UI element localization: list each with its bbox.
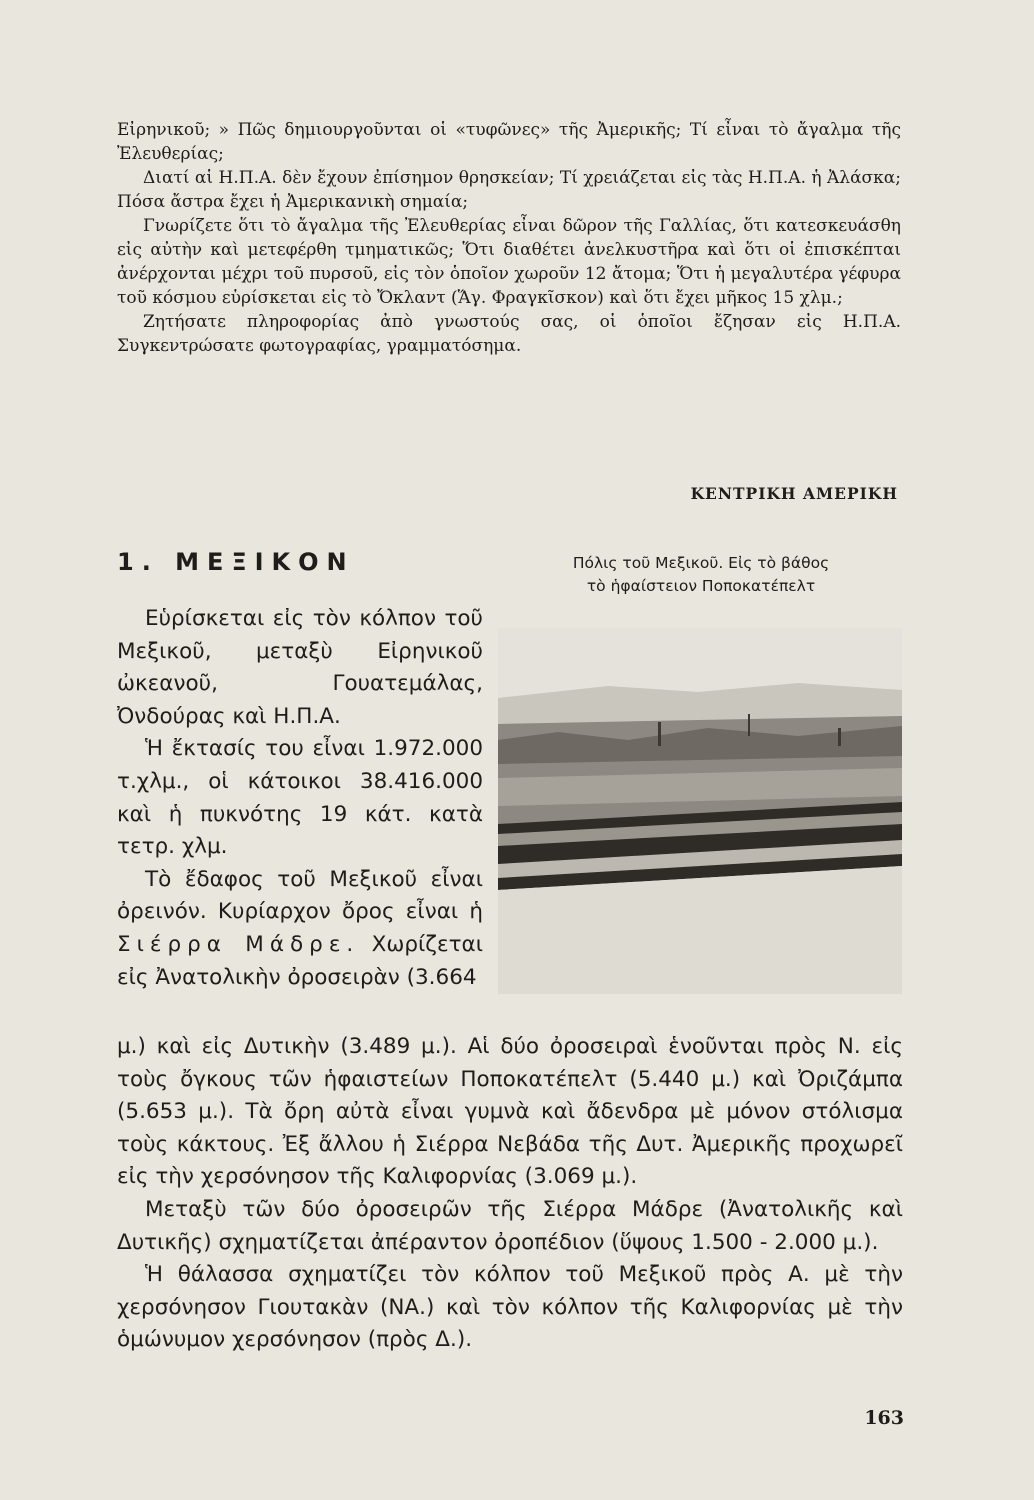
section-heading: ΚΕΝΤΡΙΚΗ ΑΜΕΡΙΚΗ bbox=[690, 484, 898, 503]
column-text bbox=[117, 603, 483, 994]
intro-paragraph-2: Διατί αἱ Η.Π.Α. δὲν ἔχουν ἐπίσημον θρησκείαν; Τί χρειάζεται εἰς τὰς Η.Π.Α. ἡ Ἀλάσκα; Πόσα ἄστρα ἔχει ἡ Ἀμερικανικὴ σημαία; bbox=[117, 168, 901, 212]
col-paragraph-3 bbox=[117, 864, 483, 994]
col-paragraph-3c: Χωρίζεται εἰς Ἀνατολικὴν ὀροσειρὰν (3.664 bbox=[117, 931, 483, 990]
col-paragraph-3a: Τὸ ἔδαφος τοῦ Μεξικοῦ εἶναι ὀρεινόν. Κυρίαρχον ὄρος εἶναι ἡ bbox=[117, 866, 483, 925]
full-paragraph-4: Μεταξὺ τῶν δύο ὀροσειρῶν τῆς Σιέρρα Μάδρε (Ἀνατολικῆς καὶ Δυτικῆς) σχηματίζεται ἀπέραντον ὀροπέδιον (ὕψους 1.500 - 2.000 μ.). bbox=[117, 1196, 903, 1255]
mexico-city-photo bbox=[498, 628, 902, 994]
intro-text bbox=[117, 118, 901, 358]
col-paragraph-2: Ἡ ἔκτασίς του εἶναι 1.972.000 τ.χλμ., οἱ κάτοικοι 38.416.000 καὶ ἡ πυκνότης 19 κάτ. κατὰ τετρ. χλμ. bbox=[117, 736, 483, 860]
intro-paragraph-1: Εἰρηνικοῦ; » Πῶς δημιουργοῦνται οἱ «τυφῶνες» τῆς Ἀμερικῆς; Τί εἶναι τὸ ἄγαλμα τῆς Ἐλευθερίας; bbox=[117, 120, 901, 164]
full-paragraph-5: Ἡ θάλασσα σχηματίζει τὸν κόλπον τοῦ Μεξικοῦ πρὸς Α. μὲ τὴν χερσόνησον Γιουτακὰν (ΝΑ.) καὶ τὸν κόλπον τῆς Καλιφορνίας μὲ τὴν ὁμώνυμον χερσόνησον (πρὸς Δ.). bbox=[117, 1262, 903, 1353]
intro-paragraph-3: Γνωρίζετε ὅτι τὸ ἄγαλμα τῆς Ἐλευθερίας εἶναι δῶρον τῆς Γαλλίας, ὅτι κατεσκευάσθη εἰς αὐτὴν καὶ μετεφέρθη τμηματικῶς; Ὅτι διαθέτει ἀνελκυστῆρα καὶ ὅτι οἱ ἐπισκέπται ἀνέρχονται μέχρι τοῦ πυρσοῦ, εἰς τὸν ὁποῖον χωροῦν 12 ἄτομα; Ὅτι ἡ μεγαλυτέρα γέφυρα τοῦ κόσμου εὑρίσκεται εἰς τὸ Ὄκλαντ (Ἅγ. Φραγκῖσκον) καὶ ὅτι ἔχει μῆκος 15 χλμ.; bbox=[117, 216, 901, 308]
city-photo-drawing bbox=[498, 628, 902, 994]
col-paragraph-1: Εὑρίσκεται εἰς τὸν κόλπον τοῦ Μεξικοῦ, μεταξὺ Εἰρηνικοῦ ὠκεανοῦ, Γουατεμάλας, Ὀνδούρας καὶ Η.Π.Α. bbox=[117, 606, 483, 729]
chapter-title: 1. ΜΕΞΙΚΟΝ bbox=[117, 548, 355, 576]
sierra-madre-term: Σιέρρα Μάδρε. bbox=[117, 931, 360, 957]
page-number: 163 bbox=[864, 1407, 904, 1429]
intro-paragraph-4: Ζητήσατε πληροφορίας ἀπὸ γνωστούς σας, οἱ ὁποῖοι ἔζησαν εἰς Η.Π.Α. Συγκεντρώσατε φωτογραφίας, γραμματόσημα. bbox=[117, 312, 901, 356]
caption-line-1: Πόλις τοῦ Μεξικοῦ. Εἰς τὸ βάθος bbox=[572, 554, 830, 572]
caption-line-2: τὸ ἡφαίστειον Ποποκατέπελτ bbox=[586, 577, 816, 595]
full-paragraph-3-cont: μ.) καὶ εἰς Δυτικὴν (3.489 μ.). Αἱ δύο ὀροσειραὶ ἑνοῦνται πρὸς Ν. εἰς τοὺς ὄγκους τῶν ἡφαιστείων Ποποκατέπελτ (5.440 μ.) καὶ Ὀριζάμπα (5.653 μ.). Τὰ ὄρη αὐτὰ εἶναι γυμνὰ καὶ ἄδενδρα μὲ μόνον στόλισμα τοὺς κάκτους. Ἐξ ἄλλου ἡ Σιέρρα Νεβάδα τῆς Δυτ. Ἀμερικῆς προχωρεῖ εἰς τὴν χερσόνησον τῆς Καλιφορνίας (3.069 μ.). bbox=[117, 1034, 903, 1190]
photo-caption bbox=[506, 552, 896, 598]
full-width-text bbox=[117, 1031, 903, 1357]
